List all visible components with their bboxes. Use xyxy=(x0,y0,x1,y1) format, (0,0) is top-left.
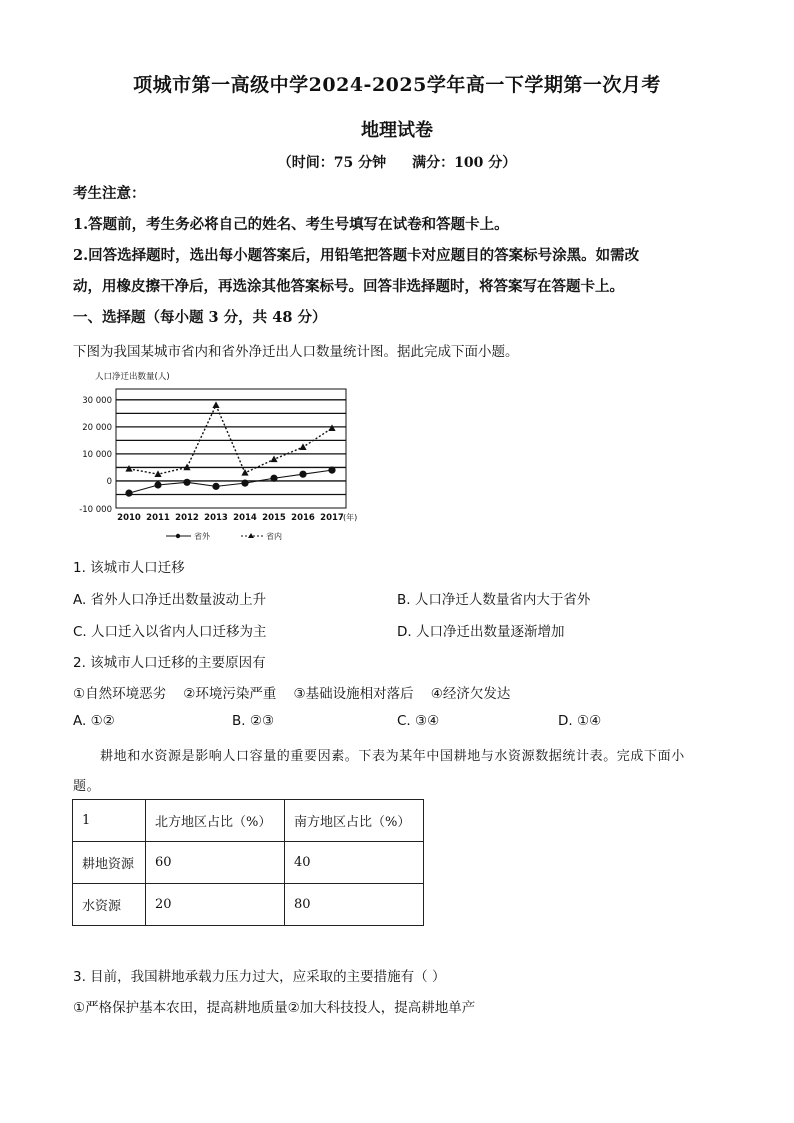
data-point xyxy=(328,424,335,431)
notice-item-1: 1.答题前，考生务必将自己的姓名、考生号填写在试卷和答题卡上。 xyxy=(73,216,509,233)
table-cell: 1 xyxy=(73,800,146,842)
table-cell: 南方地区占比（%） xyxy=(285,800,424,842)
q1-option-a: A. 省外人口净迁出数量波动上升 xyxy=(73,592,267,608)
x-tick-label: 2011 xyxy=(146,513,170,523)
table-cell: 60 xyxy=(146,842,285,884)
table-cell: 耕地资源 xyxy=(73,842,146,884)
x-tick-label: 2013 xyxy=(204,513,228,523)
series-line-inside xyxy=(129,405,332,474)
data-point xyxy=(241,480,248,487)
exam-time: （时间：75 分钟 xyxy=(277,155,387,171)
exam-time-score xyxy=(0,152,794,172)
q2-option-b: B. ②③ xyxy=(232,713,275,729)
exam-score: 满分：100 分） xyxy=(412,155,517,171)
notice-item-2-line-1: 2.回答选择题时，选出每小题答案后，用铅笔把答题卡对应题目的答案标号涂黑。如需改 xyxy=(73,247,640,264)
x-tick-label: 2012 xyxy=(175,513,199,523)
legend-label-inside: 省内 xyxy=(266,532,282,541)
data-point xyxy=(125,465,132,472)
q1-option-b: B. 人口净迁人数量省内大于省外 xyxy=(397,592,591,608)
table-cell: 水资源 xyxy=(73,884,146,926)
x-tick-label: 2010 xyxy=(117,513,141,523)
resource-table xyxy=(72,799,424,926)
q1-option-d: D. 人口净迁出数量逐渐增加 xyxy=(397,624,565,640)
q1-option-c: C. 人口迁入以省内人口迁移为主 xyxy=(73,624,267,640)
y-tick-label: 20 000 xyxy=(82,422,112,433)
data-point xyxy=(212,483,219,490)
table-row xyxy=(73,842,424,884)
migration-chart xyxy=(73,368,373,546)
table-row xyxy=(73,800,424,842)
x-tick-label: 2016 xyxy=(291,513,315,523)
q1-stem: 1. 该城市人口迁移 xyxy=(73,560,185,576)
q2-option-d: D. ①④ xyxy=(558,713,602,729)
table-cell: 80 xyxy=(285,884,424,926)
x-axis-unit: (年) xyxy=(343,513,358,522)
table-cell: 20 xyxy=(146,884,285,926)
x-tick-label: 2017 xyxy=(320,513,344,523)
y-tick-label: 0 xyxy=(106,476,112,487)
table-row xyxy=(73,884,424,926)
migration-chart-svg xyxy=(73,368,373,546)
q3-choices-line-1: ①严格保护基本农田，提高耕地质量②加大科技投人，提高耕地单产 xyxy=(73,1000,476,1016)
data-point xyxy=(328,467,335,474)
data-point xyxy=(125,490,132,497)
legend-marker-outside xyxy=(176,534,180,538)
q2-option-a: A. ①② xyxy=(73,713,115,729)
y-axis-title: 人口净迁出数量(人) xyxy=(95,372,170,382)
data-point xyxy=(270,456,277,463)
q3-stem: 3. 目前，我国耕地承载力压力过大，应采取的主要措施有（ ） xyxy=(73,969,446,985)
legend-label-outside: 省外 xyxy=(194,532,210,541)
table-intro-line-1: 耕地和水资源是影响人口容量的重要因素。下表为某年中国耕地与水资源数据统计表。完成下面小 xyxy=(100,749,685,764)
notice-heading: 考生注意： xyxy=(73,185,146,202)
q2-option-c: C. ③④ xyxy=(397,713,440,729)
y-tick-label: -10 000 xyxy=(79,505,112,515)
table-intro-line-2: 题。 xyxy=(73,779,101,794)
data-point xyxy=(299,443,306,450)
q2-stem: 2. 该城市人口迁移的主要原因有 xyxy=(73,655,266,671)
y-tick-label: 10 000 xyxy=(82,449,112,460)
data-point xyxy=(270,475,277,482)
exam-title: 项城市第一高级中学2024-2025学年高一下学期第一次月考 xyxy=(133,74,661,96)
x-tick-label: 2015 xyxy=(262,513,286,523)
data-point xyxy=(154,481,161,488)
data-point xyxy=(183,479,190,486)
data-point xyxy=(212,401,219,408)
y-tick-label: 30 000 xyxy=(82,395,112,406)
notice-item-2-line-2: 动，用橡皮擦干净后，再选涂其他答案标号。回答非选择题时，将答案写在答题卡上。 xyxy=(73,278,624,295)
table-cell: 北方地区占比（%） xyxy=(146,800,285,842)
chart-intro: 下图为我国某城市省内和省外净迁出人口数量统计图。据此完成下面小题。 xyxy=(73,344,519,360)
plot-frame xyxy=(116,389,346,508)
table-cell: 40 xyxy=(285,842,424,884)
x-tick-label: 2014 xyxy=(233,513,257,523)
section-heading: 一、选择题（每小题 3 分，共 48 分） xyxy=(73,309,327,326)
data-point xyxy=(241,469,248,476)
q2-choices: ①自然环境恶劣 ②环境污染严重 ③基础设施相对落后 ④经济欠发达 xyxy=(73,686,511,702)
data-point xyxy=(299,471,306,478)
exam-subject: 地理试卷 xyxy=(361,120,433,141)
